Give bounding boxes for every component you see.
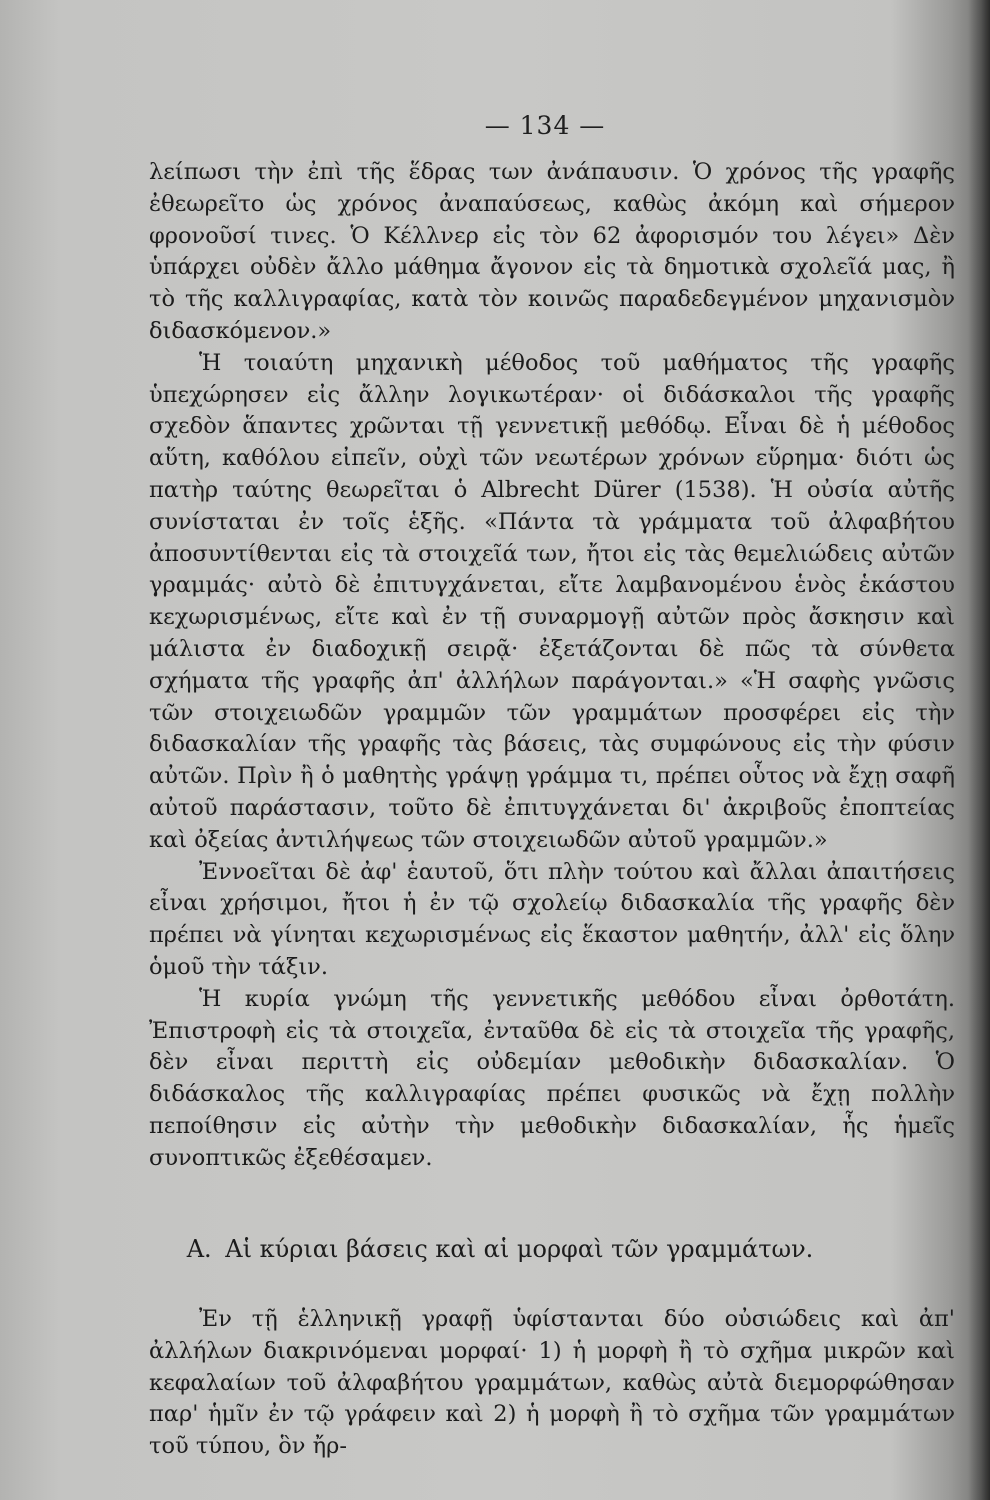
section-letter: Α. [186,1235,212,1263]
main-text-block [149,157,955,1175]
section-heading [0,1235,990,1263]
section-title: Αἱ κύριαι βάσεις καὶ αἱ μορφαὶ τῶν γραμμάτων. [225,1235,814,1263]
section-text-block [149,1304,955,1463]
paragraph-5: Ἐν τῇ ἑλληνικῇ γραφῇ ὑφίστανται δύο οὐσιώδεις καὶ ἀπ' ἀλλήλων διακρινόμεναι μορφαί· 1) ἡ μορφὴ ἢ τὸ σχῆμα μικρῶν καὶ κεφαλαίων τοῦ ἀλφαβήτου γραμμάτων, καθὼς αὐτὰ διεμορφώθησαν παρ' ἡμῖν ἐν τῷ γράφειν καὶ 2) ἡ μορφὴ ἢ τὸ σχῆμα τῶν γραμμάτων τοῦ τύπου, ὃν ἤρ- [149,1306,955,1460]
paragraph-2: Ἡ τοιαύτη μηχανικὴ μέθοδος τοῦ μαθήματος τῆς γραφῆς ὑπεχώρησεν εἰς ἄλλην λογικωτέραν· οἱ διδάσκαλοι τῆς γραφῆς σχεδὸν ἅπαντες χρῶνται τῇ γεννετικῇ μεθόδῳ. Εἶναι δὲ ἡ μέθοδος αὕτη, καθόλου εἰπεῖν, οὐχὶ τῶν νεωτέρων χρόνων εὕρημα· διότι ὡς πατὴρ ταύτης θεωρεῖται ὁ Albrecht Dürer (1538). Ἡ οὐσία αὐτῆς συνίσταται ἐν τοῖς ἑξῆς. «Πάντα τὰ γράμματα τοῦ ἀλφαβήτου ἀποσυντίθενται εἰς τὰ στοιχεῖά των, ἤτοι εἰς τὰς θεμελιώδεις αὐτῶν γραμμάς· αὐτὸ δὲ ἐπιτυγχάνεται, εἴτε λαμβανομένου ἑνὸς ἑκάστου κεχωρισμένως, εἴτε καὶ ἐν τῇ συναρμογῇ αὐτῶν πρὸς ἄσκησιν καὶ μάλιστα ἐν διαδοχικῇ σειρᾷ· ἐξετάζονται δὲ πῶς τὰ σύνθετα σχήματα τῆς γραφῆς ἀπ' ἀλλήλων παράγονται.» «Ἡ σαφὴς γνῶσις τῶν στοιχειωδῶν γραμμῶν τῶν γραμμάτων προσφέρει εἰς τὴν διδασκαλίαν τῆς γραφῆς τὰς βάσεις, τὰς συμφώνους εἰς τὴν φύσιν αὐτῶν. Πρὶν ἢ ὁ μαθητὴς γράψῃ γράμμα τι, πρέπει οὗτος νὰ ἔχῃ σαφῆ αὐτοῦ παράστασιν, τοῦτο δὲ ἐπιτυγχάνεται δι' ἀκριβοῦς ἐποπτείας καὶ ὀξείας ἀντιλήψεως τῶν στοιχειωδῶν αὐτοῦ γραμμῶν.» [149,349,955,853]
paragraph-4: Ἡ κυρία γνώμη τῆς γεννετικῆς μεθόδου εἶναι ὀρθοτάτη. Ἐπιστροφὴ εἰς τὰ στοιχεῖα, ἐνταῦθα δὲ εἰς τὰ στοιχεῖα τῆς γραφῆς, δὲν εἶναι περιττὴ εἰς οὐδεμίαν μεθοδικὴν διδασκαλίαν. Ὁ διδάσκαλος τῆς καλλιγραφίας πρέπει φυσικῶς νὰ ἔχῃ πολλὴν πεποίθησιν εἰς αὐτὴν τὴν μεθοδικὴν διδασκαλίαν, ἧς ἡμεῖς συνοπτικῶς ἐξεθέσαμεν. [149,985,955,1171]
paragraph-1: λείπωσι τὴν ἐπὶ τῆς ἕδρας των ἀνάπαυσιν. Ὁ χρόνος τῆς γραφῆς ἐθεωρεῖτο ὡς χρόνος ἀναπαύσεως, καθὼς ἀκόμη καὶ σήμερον φρονοῦσί τινες. Ὁ Κέλλνερ εἰς τὸν 62 ἀφορισμόν του λέγει» Δὲν ὑπάρχει οὐδὲν ἄλλο μάθημα ἄγονον εἰς τὰ δημοτικὰ σχολεῖά μας, ἢ τὸ τῆς καλλιγραφίας, κατὰ τὸν κοινῶς παραδεδεγμένον μηχανισμὸν διδασκόμενον.» [149,159,955,344]
paragraph-3: Ἐννοεῖται δὲ ἀφ' ἑαυτοῦ, ὅτι πλὴν τούτου καὶ ἄλλαι ἀπαιτήσεις εἶναι χρήσιμοι, ἤτοι ἡ ἐν τῷ σχολείῳ διδασκαλία τῆς γραφῆς δὲν πρέπει νὰ γίνηται κεχωρισμένως εἰς ἕκαστον μαθητήν, ἀλλ' εἰς ὅλην ὁμοῦ τὴν τάξιν. [149,858,955,980]
page-edge-shadow [968,0,990,1500]
page-number: — 134 — [484,111,606,140]
